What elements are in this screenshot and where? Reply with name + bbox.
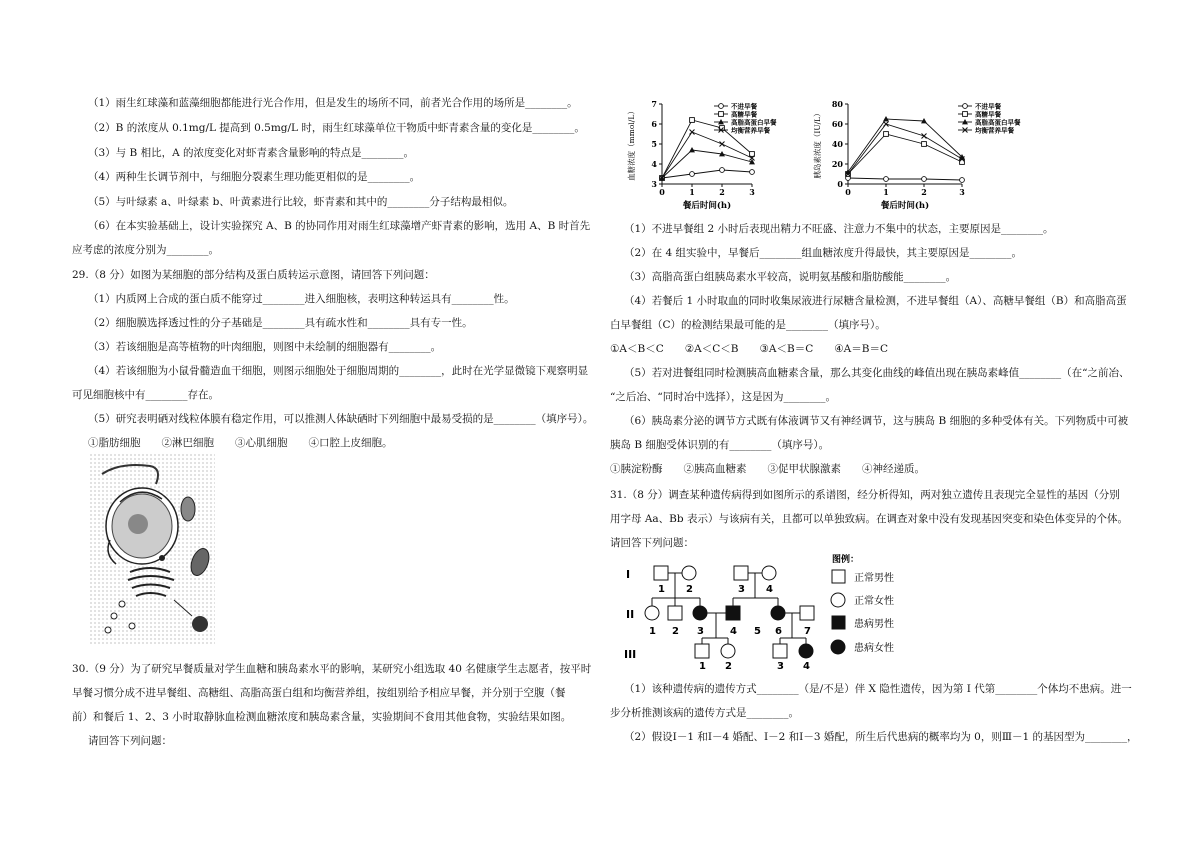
gen-label-3: III bbox=[624, 648, 637, 661]
data-point bbox=[690, 118, 695, 123]
III-2-normal-female bbox=[721, 644, 735, 658]
q31-sub-1b: 步分析推测该病的遗传方式是________。 bbox=[610, 707, 799, 719]
y-tick-label: 3 bbox=[651, 179, 657, 189]
q28-line-7: 应考虑的浓度分别为________。 bbox=[72, 244, 219, 256]
q28-line-3: （3）与 B 相比，A 的浓度变化对虾青素含量影响的特点是________。 bbox=[88, 147, 414, 159]
I-2-label: 2 bbox=[686, 584, 693, 595]
III-3-normal-male bbox=[773, 644, 787, 658]
blood-glucose-chart bbox=[618, 96, 778, 216]
I-1-normal-male bbox=[654, 566, 668, 580]
y-tick-label: 60 bbox=[831, 119, 843, 129]
data-point bbox=[922, 177, 927, 182]
II-4-label: 4 bbox=[730, 626, 737, 637]
I-4-label: 4 bbox=[766, 584, 773, 595]
III-1-label: 1 bbox=[699, 661, 706, 670]
legend-affected-female: 患病女性 bbox=[854, 643, 894, 654]
data-point bbox=[720, 168, 725, 173]
III-1-normal-male bbox=[695, 644, 709, 658]
legend-label: 均衡营养早餐 bbox=[731, 126, 770, 135]
x-axis-label: 餐后时间(h) bbox=[682, 201, 732, 211]
series-line bbox=[848, 124, 962, 174]
q29-line-7: ①脂肪细胞 ②淋巴细胞 ③心肌细胞 ④口腔上皮细胞。 bbox=[88, 437, 393, 449]
data-point bbox=[884, 132, 889, 137]
data-point bbox=[720, 142, 725, 147]
x-axis-label: 餐后时间(h) bbox=[880, 201, 930, 211]
series-line bbox=[662, 150, 752, 178]
x-tick-label: 3 bbox=[959, 187, 965, 197]
legend-normal-female: 正常女性 bbox=[854, 596, 894, 607]
data-point bbox=[884, 177, 889, 182]
q30-sub-2: （2）在 4 组实验中，早餐后________组血糖浓度升得最快，其主要原因是________。 bbox=[624, 247, 1023, 259]
x-tick-label: 0 bbox=[659, 187, 665, 197]
gen-label-1: I bbox=[626, 568, 631, 581]
II-4-affected-male bbox=[726, 606, 740, 620]
gen-label-2: II bbox=[626, 608, 635, 621]
q30-sub-4a: （4）若餐后 1 小时取血的同时收集尿液进行尿糖含量检测，不进早餐组（A）、高糖早餐组（B）和高脂高蛋 bbox=[624, 295, 1127, 307]
legend-label: 不进早餐 bbox=[731, 102, 757, 111]
q31-sub-1a: （1）该种遗传病的遗传方式________（是/不是）伴 X 隐性遗传，因为第 I 代第________个体均不患病。进一 bbox=[624, 683, 1132, 695]
legend-label: 高糖早餐 bbox=[731, 110, 757, 119]
III-4-label: 4 bbox=[803, 661, 810, 670]
y-tick-label: 20 bbox=[831, 159, 843, 169]
y-tick-label: 5 bbox=[651, 139, 657, 149]
y-tick-label: 6 bbox=[651, 119, 657, 129]
legend-label: 不进早餐 bbox=[975, 102, 1001, 111]
x-tick-label: 1 bbox=[883, 187, 889, 197]
legend-marker bbox=[719, 112, 724, 117]
data-point bbox=[690, 172, 695, 177]
q29-line-2: （2）细胞膜选择透过性的分子基础是________具有疏水性和________具有专一性。 bbox=[88, 317, 473, 329]
legend-label: 高糖早餐 bbox=[975, 110, 1001, 119]
legend-marker bbox=[719, 104, 724, 109]
I-4-normal-female bbox=[762, 566, 776, 580]
legend-label: 高脂高蛋白早餐 bbox=[731, 118, 777, 127]
y-tick-label: 0 bbox=[837, 179, 843, 189]
legend-affected-male-icon bbox=[832, 616, 845, 629]
legend-normal-female-icon bbox=[831, 593, 845, 607]
q29-line-4: （4）若该细胞为小鼠骨髓造血干细胞，则图示细胞处于细胞周期的________，此时在光学显微镜下观察明显 bbox=[88, 365, 589, 377]
data-point bbox=[884, 122, 889, 127]
series-line bbox=[662, 170, 752, 178]
q30-line-4: 请回答下列问题： bbox=[88, 735, 172, 747]
y-axis-label: 胰岛素浓度（IU/L） bbox=[813, 109, 822, 179]
q28-line-4: （4）两种生长调节剂中，与细胞分裂素生理功能更相似的是________。 bbox=[88, 171, 421, 183]
data-point bbox=[922, 134, 927, 139]
q29-title: 29.（8 分）如图为某细胞的部分结构及蛋白质转运示意图，请回答下列问题： bbox=[72, 269, 435, 281]
y-tick-label: 4 bbox=[651, 159, 657, 169]
I-3-label: 3 bbox=[738, 584, 745, 595]
pedigree-chart bbox=[620, 552, 920, 670]
q30-sub-5a: （5）若对进餐组同时检测胰高血糖素含量，那么其变化曲线的峰值出现在胰岛素峰值________（在“之前冶、 bbox=[624, 367, 1130, 379]
x-tick-label: 1 bbox=[689, 187, 695, 197]
q30-line-2: 早餐习惯分成不进早餐组、高糖组、高脂高蛋白组和均衡营养组，按组别给予相应早餐，并分别于空腹（餐 bbox=[72, 687, 566, 699]
q29-line-1: （1）内质网上合成的蛋白质不能穿过________进入细胞核，表明这种转运具有________性。 bbox=[88, 293, 515, 305]
II-7-label: 7 bbox=[804, 626, 811, 637]
legend-normal-male: 正常男性 bbox=[854, 573, 894, 584]
II-2-normal-male bbox=[668, 606, 682, 620]
series-line bbox=[848, 134, 962, 174]
II-1-label: 1 bbox=[649, 626, 656, 637]
legend-affected-female-icon bbox=[831, 640, 845, 654]
insulin-chart bbox=[808, 96, 1038, 216]
q30-sub-6a: （6）胰岛素分泌的调节方式既有体液调节又有神经调节，这与胰岛 B 细胞的多种受体有关。下列物质中可被 bbox=[624, 415, 1129, 427]
legend-title: 图例： bbox=[832, 555, 860, 565]
q29-line-3: （3）若该细胞是高等植物的叶肉细胞，则图中未绘制的细胞器有________。 bbox=[88, 341, 442, 353]
q28-line-6: （6）在本实验基础上，设计实验探究 A、B 的协同作用对雨生红球藻增产虾青素的影响，选用 A、B 时首先 bbox=[88, 220, 591, 232]
q30-sub-6-options: ①胰淀粉酶 ②胰高血糖素 ③促甲状腺激素 ④神经递质。 bbox=[610, 463, 925, 475]
y-axis-label: 血糖浓度（mmol/L） bbox=[627, 107, 636, 181]
II-6-label: 6 bbox=[775, 626, 782, 637]
x-tick-label: 3 bbox=[749, 187, 755, 197]
q28-line-5: （5）与叶绿素 a、叶绿素 b、叶黄素进行比较，虾青素和其中的________分子结构最相似。 bbox=[88, 196, 514, 208]
q30-sub-4-options: ①A＜B＜C ②A＜C＜B ③A＜B＝C ④A＝B＝C bbox=[610, 343, 888, 355]
legend-normal-male-icon bbox=[832, 570, 845, 583]
q30-sub-1: （1）不进早餐组 2 小时后表现出精力不旺盛、注意力不集中的状态，主要原因是________。 bbox=[624, 223, 1054, 235]
y-tick-label: 7 bbox=[651, 99, 657, 109]
II-1-normal-female bbox=[645, 606, 659, 620]
x-tick-label: 2 bbox=[719, 187, 725, 197]
q29-line-5: 可见细胞核中有________存在。 bbox=[72, 389, 219, 401]
y-tick-label: 80 bbox=[831, 99, 843, 109]
data-point bbox=[922, 142, 927, 147]
q30-line-3: 前）和餐后 1、2、3 小时取静脉血检测血糖浓度和胰岛素含量，实验期间不食用其他食物，实验结果如图。 bbox=[72, 711, 572, 723]
q28-line-1: （1）雨生红球藻和蓝藻细胞都能进行光合作用，但是发生的场所不同，前者光合作用的场所是________。 bbox=[88, 97, 578, 109]
q30-sub-5b: “之后冶、“同时冶中选择），这是因为________。 bbox=[610, 391, 836, 403]
x-tick-label: 2 bbox=[921, 187, 927, 197]
III-3-label: 3 bbox=[777, 661, 784, 670]
series-line bbox=[848, 178, 962, 180]
II-7-normal-male bbox=[800, 606, 814, 620]
cell-structure-figure bbox=[90, 454, 215, 646]
q30-sub-6b: 胰岛 B 细胞受体识别的有________（填序号）。 bbox=[610, 439, 830, 451]
I-1-label: 1 bbox=[658, 584, 665, 595]
data-point bbox=[750, 170, 755, 175]
legend-label: 均衡营养早餐 bbox=[975, 126, 1014, 135]
II-5-label: 5 bbox=[754, 626, 761, 637]
y-tick-label: 40 bbox=[831, 139, 843, 149]
data-point bbox=[690, 130, 695, 135]
II-3-label: 3 bbox=[697, 626, 704, 637]
III-2-label: 2 bbox=[725, 661, 732, 670]
legend-label: 高脂高蛋白早餐 bbox=[975, 118, 1021, 127]
q31-line-2: 用字母 Aa、Bb 表示）与该病有关，且都可以单独致病。在调查对象中没有发现基因突变和染色体变异的个体。 bbox=[610, 513, 1128, 525]
I-3-normal-male bbox=[734, 566, 748, 580]
legend-affected-male: 患病男性 bbox=[854, 619, 894, 630]
q30-line-1: 30.（9 分）为了研究早餐质量对学生血糖和胰岛素水平的影响，某研究小组选取 40 名健康学生志愿者，按平时 bbox=[72, 663, 592, 675]
q31-line-3: 请回答下列问题： bbox=[610, 537, 694, 549]
series-line bbox=[848, 119, 962, 172]
q29-line-6: （5）研究表明硒对线粒体膜有稳定作用，可以推测人体缺硒时下列细胞中最易受损的是________（填序号）。 bbox=[88, 413, 594, 425]
II-6-affected-female bbox=[771, 606, 785, 620]
q31-sub-2: （2）假设Ⅰ－1 和Ⅰ－4 婚配、Ⅰ－2 和Ⅰ－3 婚配，所生后代患病的概率均为 0，则Ⅲ－1 的基因型为________， bbox=[624, 731, 1138, 743]
q30-sub-4b: 白早餐组（C）的检测结果最可能的是________（填序号）。 bbox=[610, 319, 886, 331]
legend-marker bbox=[963, 112, 968, 117]
data-point bbox=[689, 147, 695, 152]
I-2-normal-female bbox=[682, 566, 696, 580]
legend-marker bbox=[963, 104, 968, 109]
x-tick-label: 0 bbox=[845, 187, 851, 197]
q28-line-2: （2）B 的浓度从 0.1mg/L 提高到 0.5mg/L 时，雨生红球藻单位干物质中虾青素含量的变化是________。 bbox=[88, 122, 585, 134]
data-point bbox=[960, 178, 965, 183]
II-2-label: 2 bbox=[672, 626, 679, 637]
q30-sub-3: （3）高脂高蛋白组胰岛素水平较高，说明氨基酸和脂肪酸能________。 bbox=[624, 271, 957, 283]
q31-line-1: 31.（8 分）调查某种遗传病得到如图所示的系谱图，经分析得知，两对独立遗传且表现完全显性的基因（分别 bbox=[610, 489, 1120, 501]
III-4-affected-female bbox=[799, 644, 813, 658]
II-3-affected-female bbox=[693, 606, 707, 620]
